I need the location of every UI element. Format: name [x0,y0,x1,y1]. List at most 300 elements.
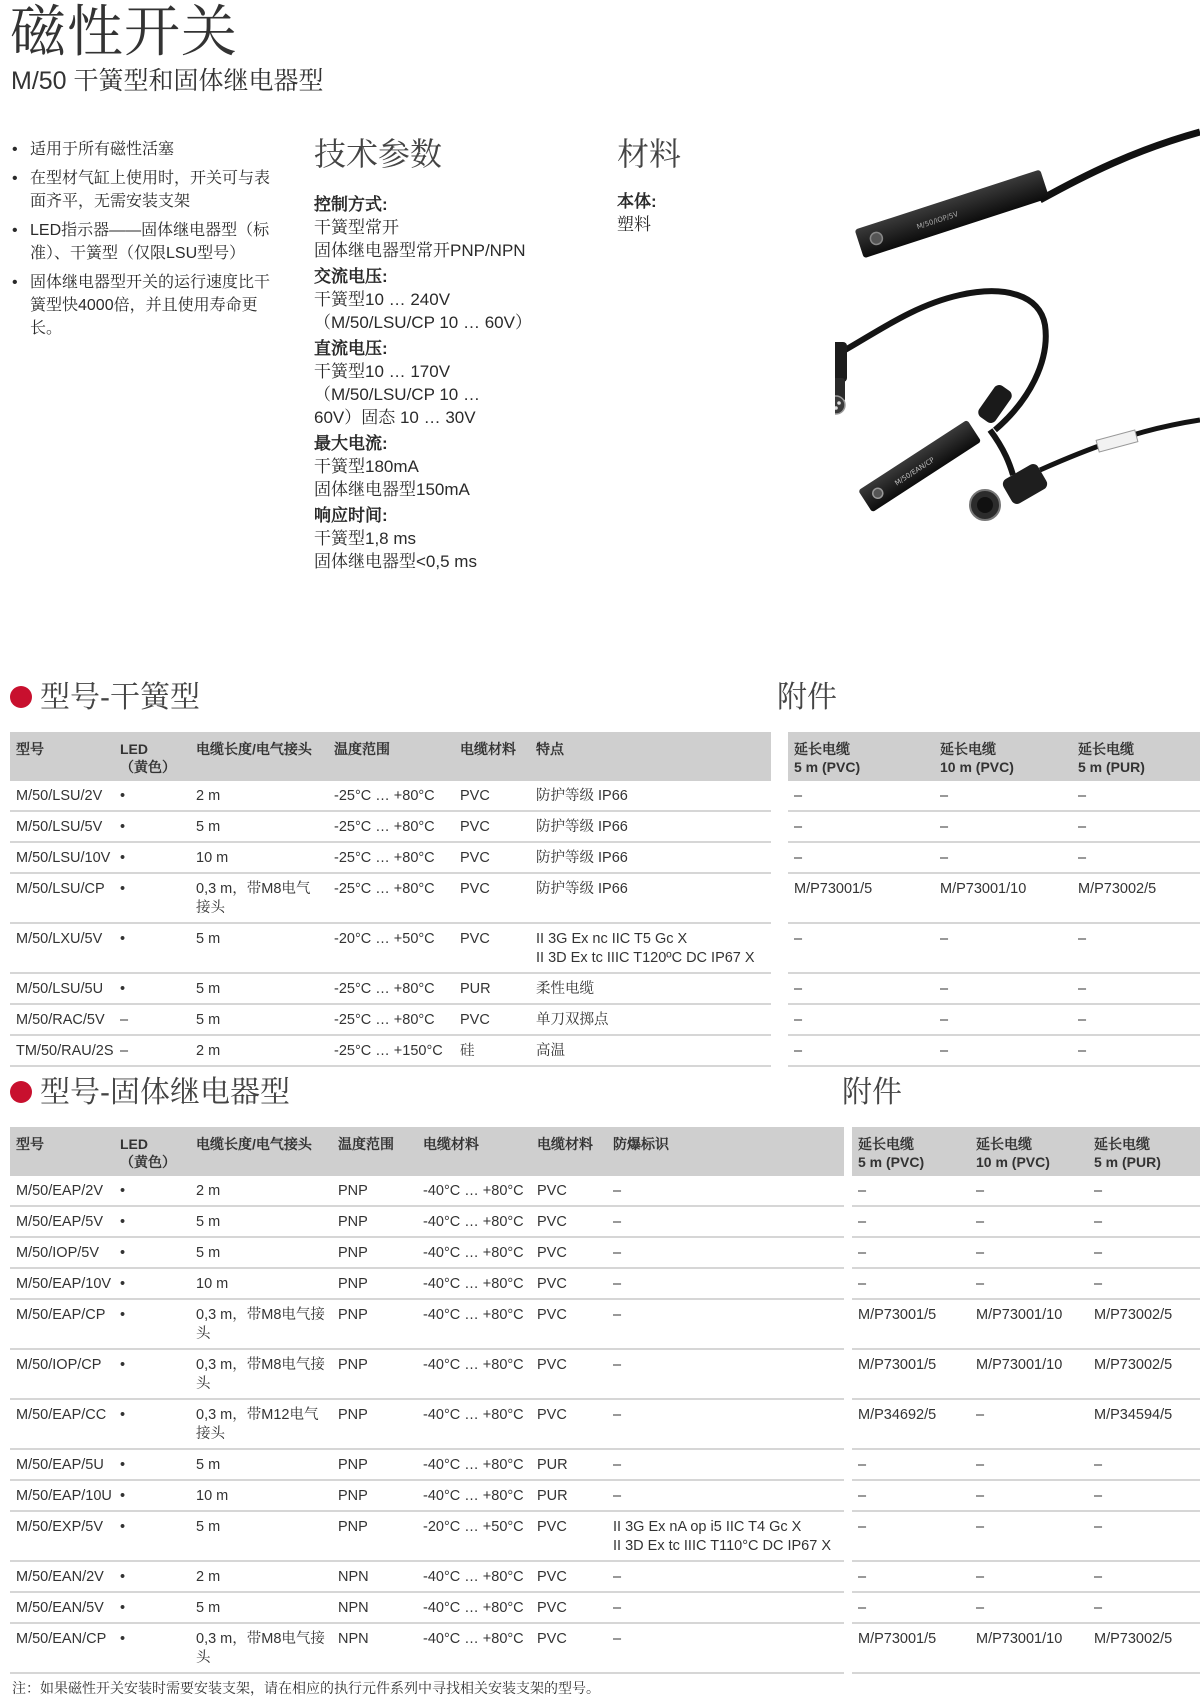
table-cell: • [114,812,190,843]
column-header: 延长电缆 5 m (PUR) [1072,732,1200,781]
table-cell: M/50/RAC/5V [10,1005,114,1036]
table-cell: – [788,812,934,843]
cable-label-tag [1096,430,1138,452]
table-cell: – [788,924,934,974]
spec-value: 干簧型10 … 240V [314,290,451,309]
table-cell: – [607,1481,844,1512]
table-cell: – [1072,924,1200,974]
table-row [10,874,1200,924]
table-cell: • [114,1481,190,1512]
table-cell: – [607,1350,844,1400]
feature-text: 适用于所有磁性活塞 [30,141,175,158]
table-cell: – [934,924,1072,974]
table-cell: – [1088,1238,1200,1269]
table-row [10,1176,1200,1207]
column-gap [771,1005,788,1036]
spec-value: 干簧型常开 [314,218,399,237]
column-gap [771,1036,788,1067]
table-cell: • [114,1350,190,1400]
table-cell: M/P73001/10 [970,1624,1088,1674]
table-cell: • [114,1400,190,1450]
spec-value: 60V）固态 10 … 30V [314,408,476,427]
table-cell: 5 m [190,1238,332,1269]
bullet-dot-icon: • [12,170,18,187]
table-cell: -40°C … +80°C [417,1300,531,1350]
table-cell: M/50/LSU/5U [10,974,114,1005]
column-header: 延长电缆 5 m (PUR) [1088,1127,1200,1176]
table-cell: PUR [454,974,530,1005]
spec-value: 固体继电器型<0,5 ms [314,552,477,571]
spec-value: 干簧型10 … 170V [314,362,451,381]
column-header: LED （黄色） [114,1127,190,1176]
table-row [10,1400,1200,1450]
tech-spec-list [314,190,584,573]
table-cell: • [114,1562,190,1593]
column-gap [844,1562,852,1593]
connector-m8-left [835,342,847,414]
table-cell: II 3G Ex nA op i5 IIC T4 Gc X II 3D Ex tc IIIC T110°C DC IP67 X [607,1512,844,1562]
column-header: 延长电缆 5 m (PVC) [852,1127,970,1176]
table-cell: M/50/EAN/CP [10,1624,114,1674]
table-cell: NPN [332,1562,417,1593]
table-cell: • [114,1593,190,1624]
table-cell: – [1088,1176,1200,1207]
table-cell: NPN [332,1624,417,1674]
table-cell: – [607,1300,844,1350]
table-cell: -25°C … +80°C [328,843,454,874]
table-cell: – [788,781,934,812]
footnote: 注：如果磁性开关安装时需要安装支架，请在相应的执行元件系列中寻找相关安装支架的型号。 [12,1680,600,1696]
table-cell: M/50/EAP/10U [10,1481,114,1512]
table-cell: 10 m [190,1269,332,1300]
table-cell: -40°C … +80°C [417,1350,531,1400]
spec-label: 直流电压: [314,339,388,358]
table-cell: – [970,1450,1088,1481]
table-cell: – [788,1005,934,1036]
spec-label: 交流电压: [314,267,388,286]
table-cell: -25°C … +80°C [328,1005,454,1036]
sensor-bottom [858,420,981,513]
cable-loop [845,291,1046,430]
table-cell: – [1072,781,1200,812]
table-cell: 5 m [190,1450,332,1481]
table-cell: M/50/EAP/5V [10,1207,114,1238]
table-cell: 10 m [190,843,328,874]
column-header: 电缆长度/电气接头 [190,1127,332,1176]
column-header: 延长电缆 10 m (PVC) [970,1127,1088,1176]
table-cell: M/50/EAP/10V [10,1269,114,1300]
table-cell: – [1072,1036,1200,1067]
solid-section-title-text: 型号-固体继电器型 [40,1076,290,1109]
table-cell: PVC [531,1176,607,1207]
column-gap [844,1512,852,1562]
table-cell: PNP [332,1238,417,1269]
table-cell: 5 m [190,924,328,974]
table-cell: – [970,1176,1088,1207]
table-cell: • [114,1176,190,1207]
table-cell: 0,3 m，带M8电气接头 [190,1624,332,1674]
bullet-dot-icon: • [12,274,18,291]
table-cell: – [114,1036,190,1067]
table-cell: 5 m [190,1512,332,1562]
column-gap [844,1300,852,1350]
table-cell: 防护等级 IP66 [530,874,771,924]
feature-item [12,167,272,213]
column-header: 电缆材料 [417,1127,531,1176]
column-header: 电缆材料 [531,1127,607,1176]
table-cell: • [114,843,190,874]
table-cell: – [852,1481,970,1512]
table-cell: 2 m [190,1036,328,1067]
table-cell: – [852,1269,970,1300]
table-cell: – [852,1562,970,1593]
table-cell: • [114,781,190,812]
table-cell: • [114,1512,190,1562]
table-cell: – [1072,974,1200,1005]
table-cell: -40°C … +80°C [417,1207,531,1238]
table-cell: -20°C … +50°C [328,924,454,974]
table-cell: PVC [531,1350,607,1400]
table-cell: – [607,1624,844,1674]
table-cell: – [970,1269,1088,1300]
materials-value: 塑料 [617,215,651,234]
table-cell: M/P73002/5 [1088,1624,1200,1674]
column-header: 温度范围 [332,1127,417,1176]
table-cell: PVC [531,1624,607,1674]
table-cell: PVC [531,1207,607,1238]
column-header: 特点 [530,732,771,781]
tech-heading: 技术参数 [314,136,443,172]
column-header: 防爆标识 [607,1127,844,1176]
column-header: 电缆材料 [454,732,530,781]
column-gap [771,924,788,974]
table-cell: • [114,924,190,974]
spec-label: 响应时间: [314,506,388,525]
table-cell: -40°C … +80°C [417,1593,531,1624]
table-cell: M/P73002/5 [1088,1350,1200,1400]
table-cell: – [852,1207,970,1238]
section-bullet-icon [10,686,32,708]
table-cell: -25°C … +80°C [328,812,454,843]
column-header: 电缆长度/电气接头 [190,732,328,781]
sensor-top-print: M/50/IOP/5V [915,210,960,232]
reed-accessory-title: 附件 [777,681,837,714]
table-cell: – [1088,1562,1200,1593]
column-gap [844,1238,852,1269]
table-row [10,1512,1200,1562]
table-cell: – [607,1238,844,1269]
table-row [10,781,1200,812]
table-cell: – [852,1176,970,1207]
column-gap [844,1624,852,1674]
table-cell: – [1088,1450,1200,1481]
table-cell: – [1088,1481,1200,1512]
table-cell: • [114,1450,190,1481]
table-cell: – [788,843,934,874]
table-cell: -40°C … +80°C [417,1481,531,1512]
table-cell: – [1088,1512,1200,1562]
table-cell: -25°C … +150°C [328,1036,454,1067]
table-cell: – [607,1207,844,1238]
table-cell: • [114,1624,190,1674]
table-row [10,812,1200,843]
column-gap [844,1350,852,1400]
table-cell: 硅 [454,1036,530,1067]
bullet-dot-icon: • [12,141,18,158]
table-cell: M/P34692/5 [852,1400,970,1450]
table-cell: 柔性电缆 [530,974,771,1005]
sensor-top [855,169,1050,258]
table-row [10,1624,1200,1674]
table-cell: II 3G Ex nc IIC T5 Gc X II 3D Ex tc IIIC T120ºC DC IP67 X [530,924,771,974]
table-cell: 2 m [190,1176,332,1207]
table-row [10,1036,1200,1067]
table-cell: • [114,1207,190,1238]
spec-value: （M/50/LSU/CP 10 … 60V） [314,313,532,332]
table-cell: PVC [454,874,530,924]
table-cell: PVC [531,1562,607,1593]
reed-section-title-text: 型号-干簧型 [40,681,200,714]
table-cell: M/50/EAP/CC [10,1400,114,1450]
solid-section-title [10,1075,290,1111]
table-cell: 5 m [190,1593,332,1624]
table-cell: M/50/LSU/5V [10,812,114,843]
table-row [10,974,1200,1005]
spec-value: 干簧型1,8 ms [314,529,417,548]
table-cell: PNP [332,1400,417,1450]
table-row [10,1238,1200,1269]
table-cell: PNP [332,1512,417,1562]
table-cell: 防护等级 IP66 [530,812,771,843]
cable-top [1040,132,1200,200]
table-row [10,924,1200,974]
table-cell: -40°C … +80°C [417,1238,531,1269]
table-cell: M/50/EAP/5U [10,1450,114,1481]
spec-label: 最大电流: [314,434,388,453]
table-cell: -25°C … +80°C [328,874,454,924]
table-cell: – [1072,843,1200,874]
column-gap [844,1400,852,1450]
table-cell: -40°C … +80°C [417,1450,531,1481]
column-gap [844,1176,852,1207]
table-cell: PNP [332,1481,417,1512]
bullet-dot-icon: • [12,222,18,239]
table-row [10,1207,1200,1238]
table-cell: 防护等级 IP66 [530,781,771,812]
table-cell: – [934,974,1072,1005]
table-cell: 2 m [190,781,328,812]
table-cell: M/P73001/10 [970,1350,1088,1400]
table-cell: – [607,1593,844,1624]
table-cell: -40°C … +80°C [417,1269,531,1300]
table-cell: – [970,1512,1088,1562]
column-gap [844,1593,852,1624]
table-cell: M/50/EAN/5V [10,1593,114,1624]
table-cell: PUR [531,1481,607,1512]
column-gap [844,1127,852,1176]
table-cell: PVC [454,781,530,812]
table-cell: – [934,1005,1072,1036]
table-cell: PNP [332,1269,417,1300]
table-cell: TM/50/RAU/2S [10,1036,114,1067]
column-header: LED （黄色） [114,732,190,781]
column-header: 延长电缆 5 m (PVC) [788,732,934,781]
table-cell: M/50/LXU/5V [10,924,114,974]
table-cell: M/P73002/5 [1072,874,1200,924]
column-gap [844,1207,852,1238]
table-row [10,1350,1200,1400]
table-cell: – [934,843,1072,874]
column-header: 延长电缆 10 m (PVC) [934,732,1072,781]
table-cell: NPN [332,1593,417,1624]
table-cell: M/50/LSU/CP [10,874,114,924]
table-cell: -25°C … +80°C [328,781,454,812]
table-cell: -40°C … +80°C [417,1176,531,1207]
table-cell: – [934,1036,1072,1067]
table-cell: 0,3 m，带M8电气接头 [190,874,328,924]
table-cell: M/P34594/5 [1088,1400,1200,1450]
column-gap [771,974,788,1005]
table-cell: – [934,812,1072,843]
table-cell: – [788,974,934,1005]
table-cell: – [1088,1593,1200,1624]
feature-item [12,219,272,265]
table-cell: 5 m [190,1207,332,1238]
spec-value: 固体继电器型150mA [314,480,470,499]
table-cell: • [114,1269,190,1300]
table-cell: PVC [531,1400,607,1450]
table-cell: • [114,1238,190,1269]
page-subtitle: M/50 干簧型和固体继电器型 [11,67,324,95]
table-cell: 5 m [190,812,328,843]
table-cell: PVC [531,1512,607,1562]
table-cell: PVC [454,924,530,974]
spec-value: 干簧型180mA [314,457,419,476]
table-cell: 0,3 m，带M8电气接头 [190,1300,332,1350]
table-cell: 5 m [190,974,328,1005]
table-cell: – [1088,1207,1200,1238]
reed-section-title [10,680,200,716]
table-cell: 0,3 m，带M8电气接头 [190,1350,332,1400]
table-cell: – [607,1450,844,1481]
feature-text: LED指示器——固体继电器型（标准）、干簧型（仅限LSU型号） [30,222,270,262]
table-cell: M/50/IOP/5V [10,1238,114,1269]
table-cell: – [607,1562,844,1593]
table-cell: M/P73001/5 [852,1350,970,1400]
table-cell: PVC [531,1238,607,1269]
table-cell: 10 m [190,1481,332,1512]
table-cell: -40°C … +80°C [417,1400,531,1450]
table-cell: – [852,1450,970,1481]
column-gap [771,843,788,874]
column-header: 型号 [10,1127,114,1176]
table-row [10,1450,1200,1481]
table-cell: M/50/LSU/10V [10,843,114,874]
table-cell: – [970,1481,1088,1512]
table-cell: – [852,1238,970,1269]
column-gap [771,732,788,781]
solid-accessory-title: 附件 [842,1076,902,1109]
table-cell: 防护等级 IP66 [530,843,771,874]
table-cell: PNP [332,1350,417,1400]
reed-table [10,732,1200,1067]
table-row [10,1481,1200,1512]
table-cell: • [114,874,190,924]
spec-label: 控制方式: [314,195,388,214]
table-row [10,1562,1200,1593]
table-cell: – [970,1207,1088,1238]
table-cell: PNP [332,1300,417,1350]
table-cell: – [934,781,1072,812]
feature-text: 固体继电器型开关的运行速度比干簧型快4000倍，并且使用寿命更长。 [30,274,271,337]
table-row [10,1269,1200,1300]
column-header: 温度范围 [328,732,454,781]
feature-item [12,138,272,161]
table-cell: M/50/EAN/2V [10,1562,114,1593]
table-cell: M/P73001/5 [788,874,934,924]
table-cell: – [970,1238,1088,1269]
materials-heading: 材料 [617,136,682,172]
table-cell: – [1088,1269,1200,1300]
materials-block [617,190,657,236]
table-cell: PVC [531,1269,607,1300]
table-cell: -40°C … +80°C [417,1624,531,1674]
table-cell: M/P73001/5 [852,1300,970,1350]
product-photo [835,120,1200,560]
table-cell: • [114,1300,190,1350]
materials-label: 本体: [617,192,657,211]
table-cell: M/50/EAP/CP [10,1300,114,1350]
cable-short [990,430,1013,475]
table-cell: 5 m [190,1005,328,1036]
table-cell: PNP [332,1176,417,1207]
table-cell: – [970,1400,1088,1450]
table-cell: – [607,1400,844,1450]
column-gap [844,1450,852,1481]
page-title: 磁性开关 [10,0,238,63]
table-cell: M/P73001/10 [970,1300,1088,1350]
column-gap [844,1481,852,1512]
table-cell: – [607,1269,844,1300]
table-cell: 0,3 m，带M12电气接头 [190,1400,332,1450]
table-cell: PVC [454,812,530,843]
table-cell: M/50/IOP/CP [10,1350,114,1400]
table-cell: • [114,974,190,1005]
table-cell: M/P73002/5 [1088,1300,1200,1350]
column-gap [844,1269,852,1300]
table-cell: PVC [454,1005,530,1036]
feature-item [12,271,272,340]
spec-value: 固体继电器型常开PNP/NPN [314,241,526,260]
table-cell: – [607,1176,844,1207]
table-cell: PUR [531,1450,607,1481]
table-cell: M/50/EXP/5V [10,1512,114,1562]
column-gap [771,812,788,843]
feature-text: 在型材气缸上使用时，开关可与表面齐平，无需安装支架 [30,170,271,210]
column-header: 型号 [10,732,114,781]
table-cell: – [970,1562,1088,1593]
section-bullet-icon [10,1081,32,1103]
table-cell: -20°C … +50°C [417,1512,531,1562]
table-row [10,1005,1200,1036]
sensor-bottom-print: M/50/EAN/CP [893,455,937,488]
table-cell: 2 m [190,1562,332,1593]
table-cell: PVC [454,843,530,874]
table-cell: M/50/EAP/2V [10,1176,114,1207]
table-cell: M/P73001/5 [852,1624,970,1674]
table-cell: 高温 [530,1036,771,1067]
table-cell: – [1072,812,1200,843]
